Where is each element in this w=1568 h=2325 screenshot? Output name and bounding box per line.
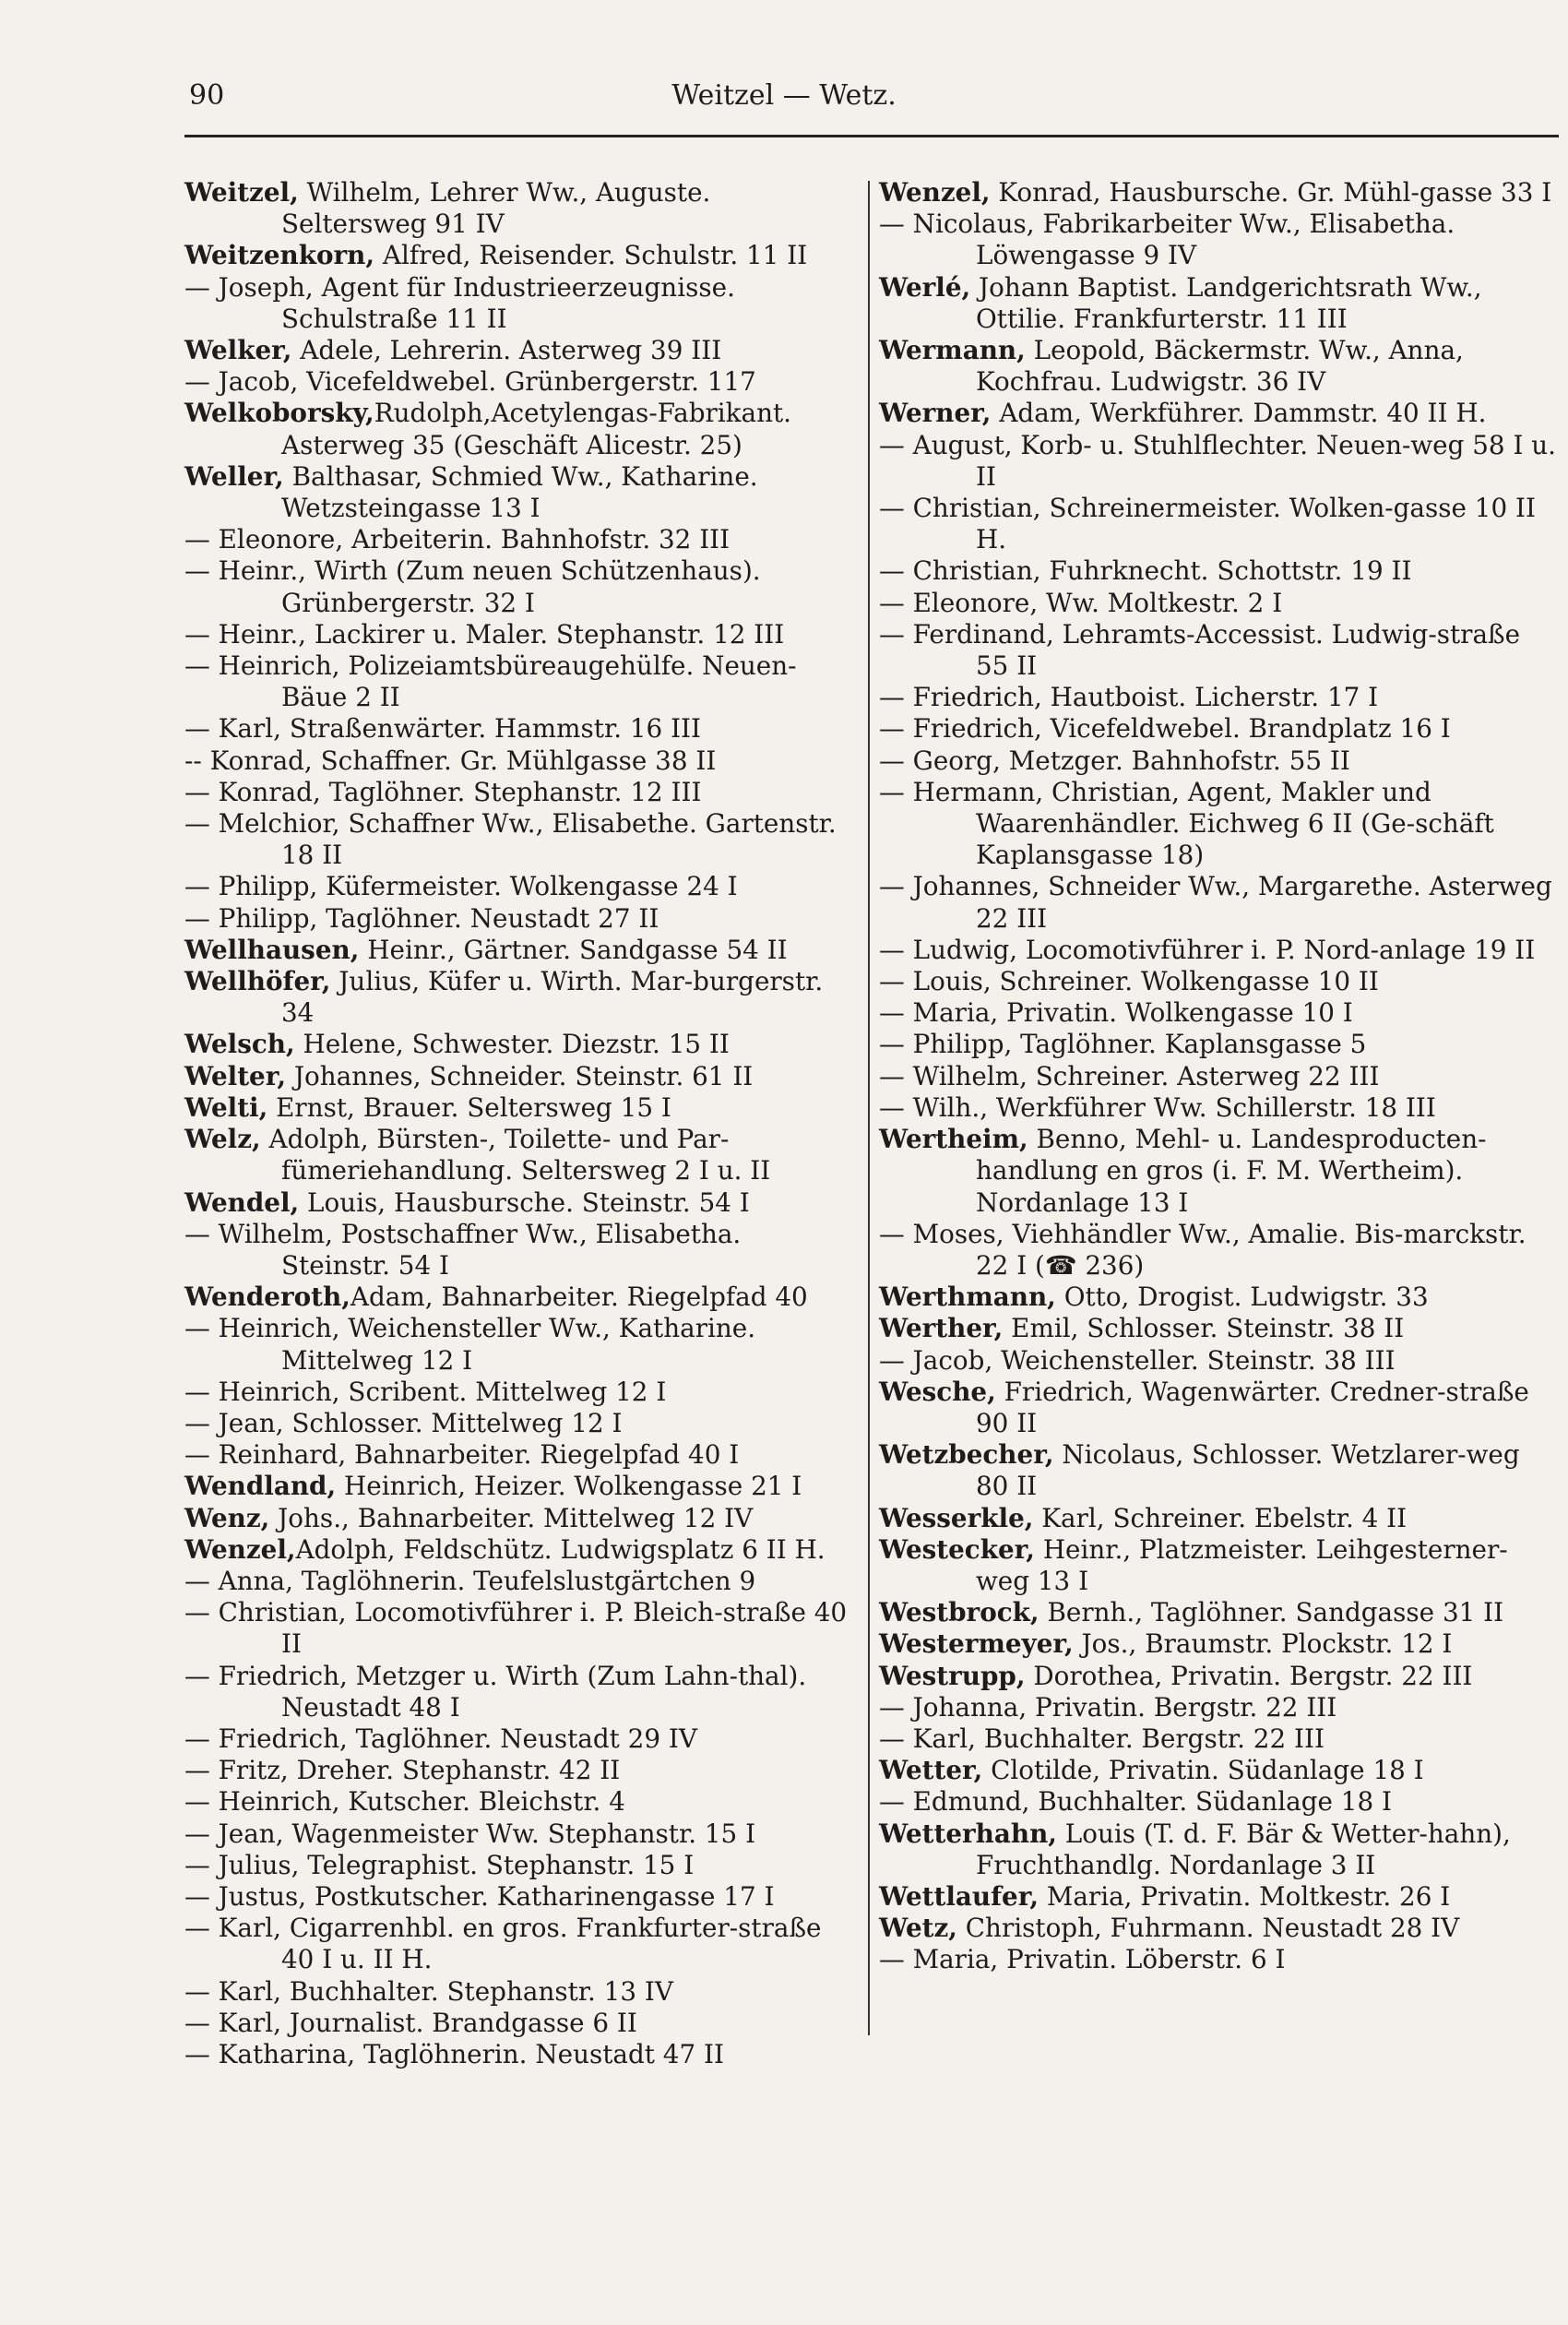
directory-entry [879, 1345, 1557, 1377]
directory-entry [184, 240, 858, 271]
entry-details: — Ludwig, Locomotivführer i. P. Nord-anlage 19 II [879, 934, 1536, 965]
entry-surname: Wesserkle, [879, 1502, 1034, 1533]
entry-details: Otto, Drogist. Ludwigstr. 33 [1055, 1282, 1429, 1313]
entry-details: — Karl, Buchhalter. Stephanstr. 13 IV [184, 1975, 673, 2007]
directory-entry [184, 1661, 858, 1723]
directory-entry [879, 1661, 1557, 1692]
entry-details: Rudolph,Acetylengas-Fabrikant. Asterweg 35 (Geschäft Alicestr. 25) [281, 398, 791, 460]
directory-entry [879, 713, 1557, 745]
directory-entry [184, 1850, 858, 1881]
entry-surname: Wenderoth, [184, 1282, 350, 1313]
entry-details: -- Konrad, Schaffner. Gr. Mühlgasse 38 II [184, 745, 717, 776]
directory-entry [184, 1755, 858, 1786]
directory-entry [879, 1029, 1557, 1060]
entry-details: Adam, Werkführer. Dammstr. 40 II H. [991, 398, 1487, 429]
entry-surname: Welz, [184, 1124, 261, 1155]
entry-details: Adele, Lehrerin. Asterweg 39 III [291, 335, 722, 366]
entry-details: Emil, Schlosser. Steinstr. 38 II [1003, 1313, 1405, 1344]
entry-details: — Jacob, Vicefeldwebel. Grünbergerstr. 117 [184, 366, 756, 398]
entry-details: Wilhelm, Lehrer Ww., Auguste. Seltersweg 91 IV [281, 177, 711, 240]
directory-entry [879, 1818, 1557, 1881]
directory-entry [184, 1187, 858, 1219]
directory-entry [184, 1503, 858, 1534]
entry-details: — Moses, Viehhändler Ww., Amalie. Bis-marckstr. 22 I (☎ 236) [879, 1218, 1526, 1281]
entry-surname: Wetzbecher, [879, 1439, 1054, 1471]
entry-details: Heinr., Platzmeister. Leihgesterner-weg 13 I [976, 1533, 1508, 1596]
entry-details: Nicolaus, Schlosser. Wetzlarer-weg 80 II [976, 1439, 1520, 1502]
entry-details: — Fritz, Dreher. Stephanstr. 42 II [184, 1755, 621, 1786]
entry-surname: Wertheim, [879, 1124, 1028, 1155]
entry-details: Clotilde, Privatin. Südanlage 18 I [982, 1755, 1424, 1786]
entry-details: Louis, Hausbursche. Steinstr. 54 I [299, 1186, 750, 1218]
directory-entry [184, 650, 858, 713]
entry-details: — Karl, Straßenwärter. Hammstr. 16 III [184, 713, 702, 745]
directory-entry [184, 745, 858, 777]
entry-details: — Karl, Cigarrenhbl. en gros. Frankfurter-straße 40 I u. II H. [184, 1913, 822, 1975]
directory-entry [879, 1913, 1557, 1944]
entry-details: Johs., Bahnarbeiter. Mittelweg 12 IV [269, 1502, 754, 1533]
entry-surname: Welker, [184, 335, 292, 366]
directory-entry [879, 1313, 1557, 1344]
entry-details: — Jacob, Weichensteller. Steinstr. 38 III [879, 1344, 1396, 1376]
directory-entry [879, 745, 1557, 777]
entry-details: Friedrich, Wagenwärter. Credner-straße 90 II [976, 1376, 1529, 1438]
directory-entry [184, 1566, 858, 1597]
directory-entry [879, 1755, 1557, 1786]
directory-entry [184, 366, 858, 398]
entry-surname: Weller, [184, 460, 284, 492]
entry-details: Konrad, Hausbursche. Gr. Mühl-gasse 33 I [990, 177, 1552, 208]
directory-entry [879, 493, 1557, 555]
directory-entry [184, 1029, 858, 1060]
entry-details: — Heinr., Wirth (Zum neuen Schützenhaus). Grünbergerstr. 32 I [184, 555, 761, 618]
directory-entry [879, 935, 1557, 966]
entry-surname: Wellhausen, [184, 934, 360, 965]
directory-entry [184, 1313, 858, 1376]
entry-details: — Nicolaus, Fabrikarbeiter Ww., Elisabetha. Löwengasse 9 IV [879, 209, 1455, 271]
entry-details: — Friedrich, Vicefeldwebel. Brandplatz 16 I [879, 713, 1451, 745]
entry-details: — Justus, Postkutscher. Katharinengasse 17 I [184, 1880, 775, 1912]
directory-entry [184, 777, 858, 808]
entry-surname: Westrupp, [879, 1660, 1026, 1691]
directory-entry [184, 1219, 858, 1282]
directory-entry [879, 1534, 1557, 1597]
directory-entry [879, 1092, 1557, 1124]
entry-surname: Wetz, [879, 1913, 957, 1944]
entry-details: — Johannes, Schneider Ww., Margarethe. Asterweg 22 III [879, 871, 1552, 934]
directory-entry [184, 524, 858, 555]
entry-details: — Konrad, Taglöhner. Stephanstr. 12 III [184, 776, 702, 807]
entry-details: — Maria, Privatin. Wolkengasse 10 I [879, 997, 1353, 1029]
directory-entry [184, 619, 858, 650]
entry-surname: Wettlaufer, [879, 1880, 1039, 1912]
right-column [879, 177, 1557, 1976]
directory-entry [184, 1976, 858, 2008]
entry-surname: Welter, [184, 1060, 287, 1091]
directory-entry [879, 871, 1557, 934]
entry-surname: Wendland, [184, 1471, 337, 1502]
directory-entry [879, 1439, 1557, 1502]
directory-entry [184, 1818, 858, 1850]
entry-details: Leopold, Bäckermstr. Ww., Anna, Kochfrau. Ludwigstr. 36 IV [976, 335, 1464, 398]
directory-entry [184, 398, 858, 460]
directory-entry [184, 1061, 858, 1092]
entry-details: Louis (T. d. F. Bär & Wetter-hahn), Fruchthandlg. Nordanlage 3 II [976, 1818, 1511, 1880]
entry-details: — Katharina, Taglöhnerin. Neustadt 47 II [184, 2038, 724, 2069]
directory-entry [184, 1723, 858, 1755]
entry-details: — Wilhelm, Schreiner. Asterweg 22 III [879, 1060, 1380, 1091]
entry-details: — Friedrich, Taglöhner. Neustadt 29 IV [184, 1723, 697, 1754]
entry-details: — Heinr., Lackirer u. Maler. Stephanstr. 12 III [184, 618, 785, 650]
directory-entry [879, 1786, 1557, 1818]
directory-entry [879, 272, 1557, 335]
directory-entry [184, 2008, 858, 2039]
entry-details: — Heinrich, Polizeiamtsbüreaugehülfe. Neuen-Bäue 2 II [184, 650, 797, 713]
entry-surname: Welkoborsky, [184, 398, 374, 429]
entry-details: — Philipp, Taglöhner. Neustadt 27 II [184, 902, 659, 934]
directory-entry [184, 335, 858, 366]
directory-entry [184, 1282, 858, 1313]
directory-entry [184, 1377, 858, 1408]
entry-details: — Wilh., Werkführer Ww. Schillerstr. 18 III [879, 1091, 1436, 1123]
directory-entry [184, 1786, 858, 1818]
entry-details: Adolph, Feldschütz. Ludwigsplatz 6 II H. [295, 1533, 826, 1565]
entry-surname: Wenzel, [184, 1533, 296, 1565]
entry-details: Johann Baptist. Landgerichtsrath Ww., Ottilie. Frankfurterstr. 11 III [970, 271, 1482, 334]
left-column [184, 177, 858, 2070]
entry-surname: Werner, [879, 398, 992, 429]
entry-details: Karl, Schreiner. Ebelstr. 4 II [1033, 1502, 1408, 1533]
directory-entry [184, 177, 858, 240]
entry-details: — Melchior, Schaffner Ww., Elisabethe. Gartenstr. 18 II [184, 808, 837, 871]
directory-entry [879, 997, 1557, 1029]
directory-entry [184, 1881, 858, 1913]
directory-entry [879, 398, 1557, 429]
entry-details: Heinr., Gärtner. Sandgasse 54 II [359, 934, 788, 965]
entry-details: Julius, Küfer u. Wirth. Mar-burgerstr. 34 [281, 966, 824, 1029]
entry-details: Alfred, Reisender. Schulstr. 11 II [374, 240, 808, 271]
entry-details: — Ferdinand, Lehramts-Accessist. Ludwig-straße 55 II [879, 618, 1521, 682]
entry-details: Dorothea, Privatin. Bergstr. 22 III [1025, 1660, 1473, 1691]
directory-entry [879, 1692, 1557, 1723]
entry-details: — Friedrich, Hautboist. Licherstr. 17 I [879, 682, 1379, 713]
directory-entry [879, 1282, 1557, 1313]
directory-entry [184, 1439, 858, 1471]
directory-entry [184, 871, 858, 902]
entry-details: — Reinhard, Bahnarbeiter. Riegelpfad 40 I [184, 1439, 740, 1471]
directory-entry [879, 209, 1557, 271]
entry-details: Maria, Privatin. Moltkestr. 26 I [1039, 1880, 1451, 1912]
entry-details: Balthasar, Schmied Ww., Katharine. Wetzsteingasse 13 I [281, 460, 758, 524]
directory-entry [184, 1597, 858, 1660]
directory-entry [879, 966, 1557, 997]
entry-surname: Wetterhahn, [879, 1818, 1057, 1849]
entry-details: Helene, Schwester. Diezstr. 15 II [294, 1029, 730, 1060]
entry-details: — Hermann, Christian, Agent, Makler und Waarenhändler. Eichweg 6 II (Ge-schäft Kaplansgasse 18) [879, 776, 1494, 871]
directory-entry [879, 1219, 1557, 1282]
entry-details: — Julius, Telegraphist. Stephanstr. 15 I [184, 1849, 695, 1880]
directory-entry [879, 619, 1557, 682]
directory-entry [879, 430, 1557, 493]
entry-details: Heinrich, Heizer. Wolkengasse 21 I [336, 1471, 802, 1502]
entry-details: — August, Korb- u. Stuhlflechter. Neuen-weg 58 I u. II [879, 429, 1556, 492]
directory-entry [184, 1092, 858, 1124]
directory-entry [184, 713, 858, 745]
entry-details: — Eleonore, Ww. Moltkestr. 2 I [879, 587, 1283, 618]
entry-details: — Friedrich, Metzger u. Wirth (Zum Lahn-thal). Neustadt 48 I [184, 1660, 807, 1723]
directory-entry [184, 272, 858, 335]
entry-surname: Wermann, [879, 335, 1026, 366]
entry-details: — Christian, Locomotivführer i. P. Bleich-straße 40 II [184, 1597, 848, 1660]
entry-details: Adolph, Bürsten-, Toilette- und Par-fümeriehandlung. Seltersweg 2 I u. II [260, 1124, 771, 1186]
directory-entry [879, 1597, 1557, 1628]
directory-entry [879, 1377, 1557, 1439]
directory-entry [879, 335, 1557, 398]
entry-details: — Anna, Taglöhnerin. Teufelslustgärtchen 9 [184, 1565, 756, 1596]
directory-entry [184, 2039, 858, 2070]
entry-surname: Westbrock, [879, 1597, 1039, 1628]
directory-entry [184, 1471, 858, 1502]
entry-details: — Heinrich, Scribent. Mittelweg 12 I [184, 1376, 667, 1407]
directory-entry [184, 966, 858, 1029]
directory-entry [184, 1534, 858, 1566]
directory-entry [879, 682, 1557, 713]
entry-details: — Jean, Schlosser. Mittelweg 12 I [184, 1407, 623, 1438]
entry-details: — Louis, Schreiner. Wolkengasse 10 II [879, 966, 1379, 997]
entry-surname: Weitzenkorn, [184, 240, 375, 271]
entry-details: — Philipp, Küfermeister. Wolkengasse 24 I [184, 871, 738, 902]
entry-details: — Jean, Wagenmeister Ww. Stephanstr. 15 I [184, 1818, 756, 1849]
entry-surname: Welsch, [184, 1029, 295, 1060]
directory-entry [184, 1124, 858, 1186]
directory-entry [879, 777, 1557, 872]
entry-details: Jos., Braumstr. Plockstr. 12 I [1073, 1628, 1453, 1660]
entry-details: — Karl, Buchhalter. Bergstr. 22 III [879, 1723, 1324, 1754]
directory-entry [184, 1913, 858, 1975]
entry-details: — Maria, Privatin. Löberstr. 6 I [879, 1944, 1286, 1975]
entry-details: — Wilhelm, Postschaffner Ww., Elisabetha. Steinstr. 54 I [184, 1218, 742, 1281]
entry-surname: Westecker, [879, 1533, 1035, 1565]
entry-surname: Wetter, [879, 1755, 983, 1786]
entry-surname: Wellhöfer, [184, 966, 331, 997]
entry-details: Benno, Mehl- u. Landesproducten-handlung en gros (i. F. M. Wertheim). Nordanlage 13 I [976, 1124, 1487, 1218]
directory-entry [184, 808, 858, 871]
header-rule [184, 135, 1559, 137]
entry-details: — Johanna, Privatin. Bergstr. 22 III [879, 1691, 1337, 1723]
entry-details: — Edmund, Buchhalter. Südanlage 18 I [879, 1786, 1392, 1818]
directory-entry [184, 555, 858, 618]
entry-surname: Weitzel, [184, 177, 299, 208]
entry-details: — Karl, Journalist. Brandgasse 6 II [184, 2007, 637, 2038]
entry-surname: Wenzel, [879, 177, 991, 208]
entry-surname: Welti, [184, 1091, 268, 1123]
directory-entry [184, 935, 858, 966]
entry-details: — Heinrich, Kutscher. Bleichstr. 4 [184, 1786, 625, 1818]
entry-details: Christoph, Fuhrmann. Neustadt 28 IV [956, 1913, 1460, 1944]
directory-entry [184, 461, 858, 524]
running-header: Weitzel — Wetz. [671, 79, 897, 112]
entry-details: Johannes, Schneider. Steinstr. 61 II [286, 1060, 754, 1091]
entry-details: — Philipp, Taglöhner. Kaplansgasse 5 [879, 1029, 1367, 1060]
entry-surname: Wesche, [879, 1376, 996, 1407]
entry-details: Adam, Bahnarbeiter. Riegelpfad 40 [350, 1282, 808, 1313]
directory-entry [879, 1503, 1557, 1534]
directory-entry [879, 177, 1557, 209]
directory-entry [184, 1408, 858, 1439]
entry-surname: Werlé, [879, 271, 971, 303]
entry-surname: Westermeyer, [879, 1628, 1074, 1660]
entry-details: — Eleonore, Arbeiterin. Bahnhofstr. 32 III [184, 524, 731, 555]
entry-details: — Georg, Metzger. Bahnhofstr. 55 II [879, 745, 1350, 776]
entry-details: — Heinrich, Weichensteller Ww., Katharine. Mittelweg 12 I [184, 1313, 756, 1376]
directory-entry [879, 588, 1557, 619]
directory-entry [879, 1628, 1557, 1660]
column-divider [868, 181, 870, 2035]
directory-entry [184, 903, 858, 935]
entry-details: — Christian, Fuhrknecht. Schottstr. 19 II [879, 555, 1412, 587]
entry-details: — Christian, Schreinermeister. Wolken-gasse 10 II H. [879, 493, 1536, 555]
entry-surname: Werther, [879, 1313, 1004, 1344]
directory-entry [879, 1124, 1557, 1219]
directory-entry [879, 1723, 1557, 1755]
entry-surname: Wenz, [184, 1502, 270, 1533]
directory-entry [879, 1881, 1557, 1913]
directory-entry [879, 1944, 1557, 1975]
entry-surname: Werthmann, [879, 1282, 1056, 1313]
directory-entry [879, 1061, 1557, 1092]
entry-details: — Joseph, Agent für Industrieerzeugnisse. Schulstraße 11 II [184, 271, 735, 334]
entry-surname: Wendel, [184, 1186, 300, 1218]
page-number: 90 [189, 79, 225, 112]
entry-details: Bernh., Taglöhner. Sandgasse 31 II [1039, 1597, 1504, 1628]
directory-entry [879, 555, 1557, 587]
entry-details: Ernst, Brauer. Seltersweg 15 I [267, 1091, 671, 1123]
